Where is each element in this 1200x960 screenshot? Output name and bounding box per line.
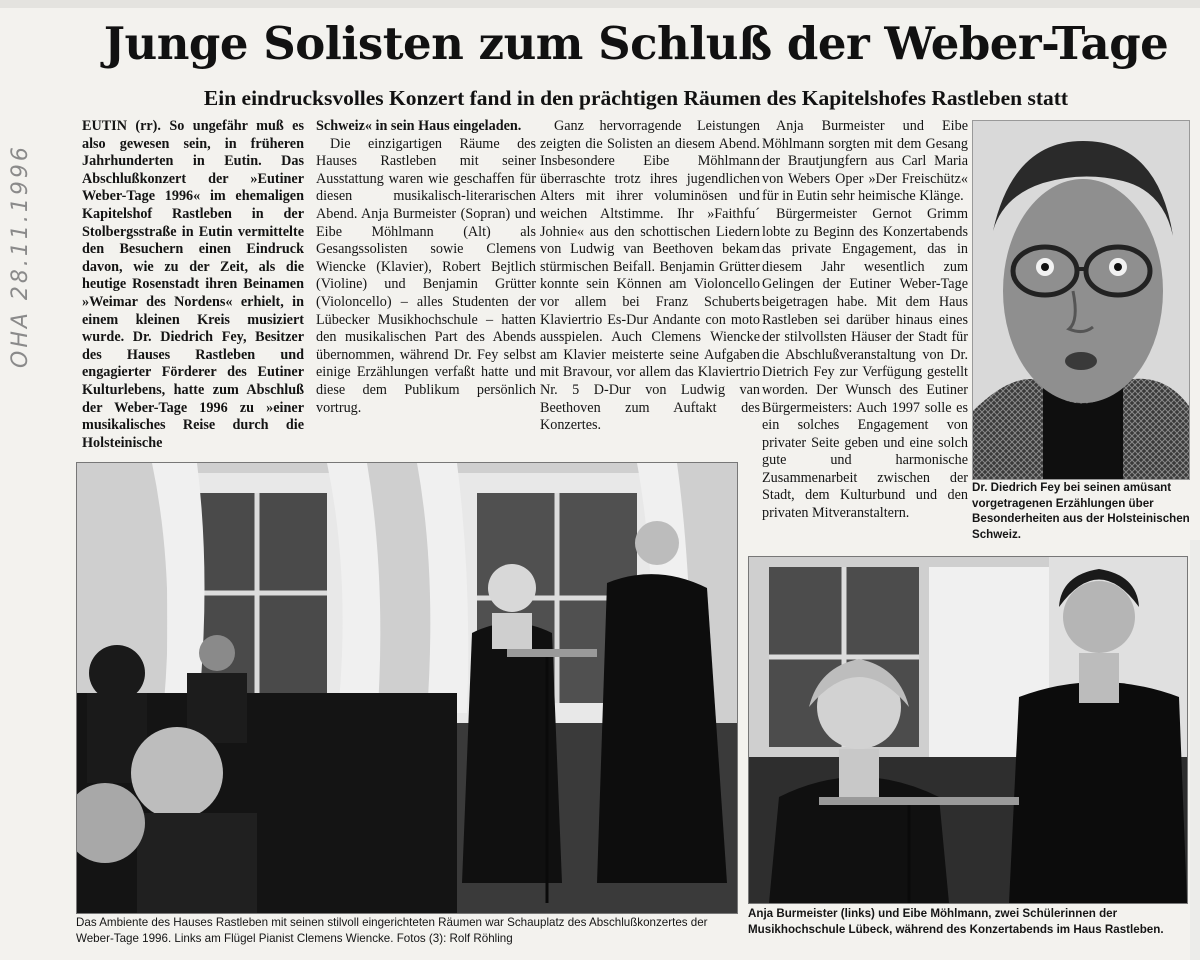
concert-photo-singers-caption: Anja Burmeister (links) und Eibe Möhlmann, zwei Schülerinnen der Musikhochschule Lübeck, während des Konzertabends im Haus Rastleben. — [748, 907, 1164, 936]
handwritten-archive-note: OHA 28.11.1996 — [8, 144, 33, 368]
article-column-4 — [762, 118, 968, 523]
portrait-caption: Dr. Diedrich Fey bei seinen amüsant vorgetragenen Erzählungen über Besonderheiten aus der Holsteinischen Schweiz. — [972, 481, 1190, 541]
photo-credit: Fotos (3): Rolf Röhling — [396, 931, 513, 945]
concert-photo-singers — [748, 556, 1188, 904]
column-2-text: Die einzigartigen Räume des Hauses Rastleben mit seiner Ausstattung waren wie geschaffen für diesen musikalisch-literarischen Abend. Anja Burmeister (Sopran) und Eibe Möhlmann (Alt) als Gesangssolisten sowie Clemens Wiencke (Klavier), Robert Bejtlich (Violine) und Benjamin Grütter (Violoncello) – alles Studenten der Lübecker Musikhochschule – hatten den musikalischen Part des Abends übernommen, während Dr. Fey selbst einige Erzählungen verfaßt hatte und diese dem Publikum persönlich vortrug. — [316, 135, 536, 416]
column-4-paragraph-1: Anja Burmeister und Eibe Möhlmann sorgten mit dem Gesang der Brautjungfern aus Carl Maria von Webers Oper »Der Freischütz« für in Eutin sehr heimische Klänge. — [762, 118, 968, 205]
article-column-1 — [82, 118, 304, 452]
article-column-2 — [316, 118, 536, 417]
article-headline: Junge Solisten zum Schluß der Weber-Tage — [103, 17, 1169, 70]
clipping-top-edge — [0, 0, 1200, 8]
article-column-3 — [540, 118, 760, 435]
concert-photo-large-caption — [76, 915, 740, 946]
concert-photo-large — [76, 462, 738, 914]
column-4-paragraph-2: Bürgermeister Gernot Grimm lobte zu Beginn des Konzertabends das private Engagement, das in diesem Jahr wesentlich zum Gelingen der Eutiner Weber-Tage beigetragen habe. Mit dem Haus Rastleben sei darüber hinaus eines der stilvollsten Häuser der Stadt für die Abschlußveranstaltung von Dr. Dietrich Fey zur Verfügung gestellt worden. Der Wunsch des Eutiner Bürgermeisters: Auch 1997 solle es ein solches Engagement von privater Seite geben und eine solch gute und harmonische Zusammenarbeit zwischen der Stadt, dem Kulturbund und den privaten Mitveranstaltern. — [762, 205, 968, 522]
article-subheadline: Ein eindrucksvolles Konzert fand in den prächtigen Räumen des Kapitelshofes Rastleben statt — [203, 86, 1069, 110]
concert-photo-large-caption-text: Das Ambiente des Hauses Rastleben mit seinen stilvoll eingerichteten Räumen war Schauplatz des Abschlußkonzertes der Weber-Tage 1996. Links am Flügel Pianist Clemens Wiencke. — [76, 916, 708, 945]
adjacent-article-edge — [1190, 540, 1200, 960]
column-1-text: EUTIN (rr). So ungefähr muß es also gewesen sein, in früheren Jahrhunderten in Eutin. Das Abschlußkonzert der »Eutiner Weber-Tage 1996« im ehemaligen Kapitelshof Rastleben in der Stolbergsstraße in Eutin vermittelte den Besuchern einen Eindruck davon, wie zu der Zeit, als die heutige Rosenstadt ihren Beinamen »Weimar des Nordens« erhielt, in einem kleinen Kreis musiziert wurde. Dr. Diedrich Fey, Besitzer des Hauses Rastleben und engagierter Förderer des Eutiner Kulturlebens, hatte zum Abschluß der Weber-Tage 1996 zu »einer musikalisches Reise durch die Holsteinische — [82, 118, 304, 451]
portrait-photo — [972, 120, 1190, 480]
column-2-lead-text: Schweiz« in sein Haus eingeladen. — [316, 118, 522, 134]
column-3-text: Ganz hervorragende Leistungen zeigten die Solisten an diesem Abend. Insbesondere Eibe Möhlmann überraschte trotz ihres jugendlichen Alters mit ihrer voluminösen und weichen Altstimme. Ihr »Faithfu´ Johnie« aus den schottischen Liedern von Ludwig van Beethoven bekam stürmischen Beifall. Benjamin Grütter konnte sein Können am Violoncello vor allem bei Franz Schuberts Klaviertrio Es-Dur Andante con moto ausspielen. Auch Clemens Wiencke am Klavier meisterte seine Aufgaben mit Bravour, vor allem das Klaviertrio Nr. 5 D-Dur von Ludwig van Beethoven zum Auftakt des Konzertes. — [540, 118, 760, 434]
